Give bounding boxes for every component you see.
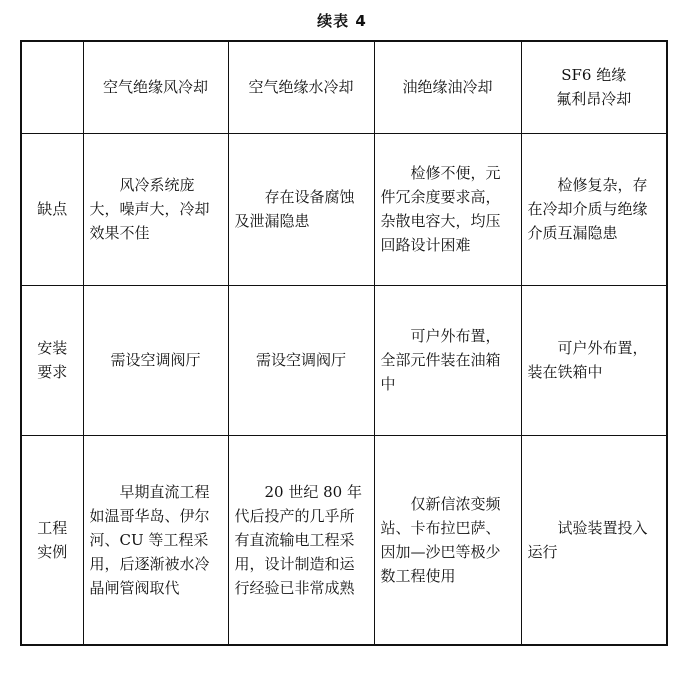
comparison-table [20,40,668,646]
header-row [21,41,667,133]
row-label-installation: 安装要求 [21,285,83,435]
header-cell-sf6-freon: SF6 绝缘 氟利昂冷却 [521,41,667,133]
cell-text: 早期直流工程如温哥华岛、伊尔河、CU 等工程采用，后逐渐被水冷晶闸管阀取代 [89,482,210,597]
cell-text: 存在设备腐蚀及泄漏隐患 [234,188,355,230]
table-cell [228,435,374,645]
table-row [21,285,667,435]
table-cell [374,133,521,285]
cell-text: 可户外布置，全部元件装在油箱中 [380,327,501,393]
cell-text: 仅新信浓变频站、卡布拉巴萨、因加—沙巴等极少数工程使用 [380,494,501,585]
table-cell: 需设空调阀厅 [228,285,374,435]
table-cell [374,285,521,435]
table-row [21,435,667,645]
cell-text: 检修不便，元件冗余度要求高，杂散电容大，均压回路设计困难 [380,164,501,254]
table-cell [83,133,228,285]
table-cell [374,435,521,645]
row-label-disadvantages: 缺点 [21,133,83,285]
table-cell: 需设空调阀厅 [83,285,228,435]
cell-text: 试验装置投入运行 [527,518,648,561]
row-label-projects: 工程实例 [21,435,83,645]
table-cell [521,133,667,285]
header-cell-air-wind: 空气绝缘风冷却 [83,41,228,133]
header-cell-air-water: 空气绝缘水冷却 [228,41,374,133]
table-cell [521,285,667,435]
table-cell [83,435,228,645]
cell-text: 可户外布置，装在铁箱中 [527,339,648,381]
table-cell [521,435,667,645]
table-caption: 续表 4 [317,12,367,30]
header-cell-oil-oil: 油绝缘油冷却 [374,41,521,133]
cell-text: 风冷系统庞大，噪声大，冷却效果不佳 [89,176,210,242]
cell-text: 检修复杂，存在冷却介质与绝缘介质互漏隐患 [527,176,648,242]
table-cell [228,133,374,285]
header-corner-cell [21,41,83,133]
cell-text: 20 世纪 80 年代后投产的几乎所有直流输电工程采用，设计制造和运行经验已非常成熟 [234,482,362,597]
table-row [21,133,667,285]
